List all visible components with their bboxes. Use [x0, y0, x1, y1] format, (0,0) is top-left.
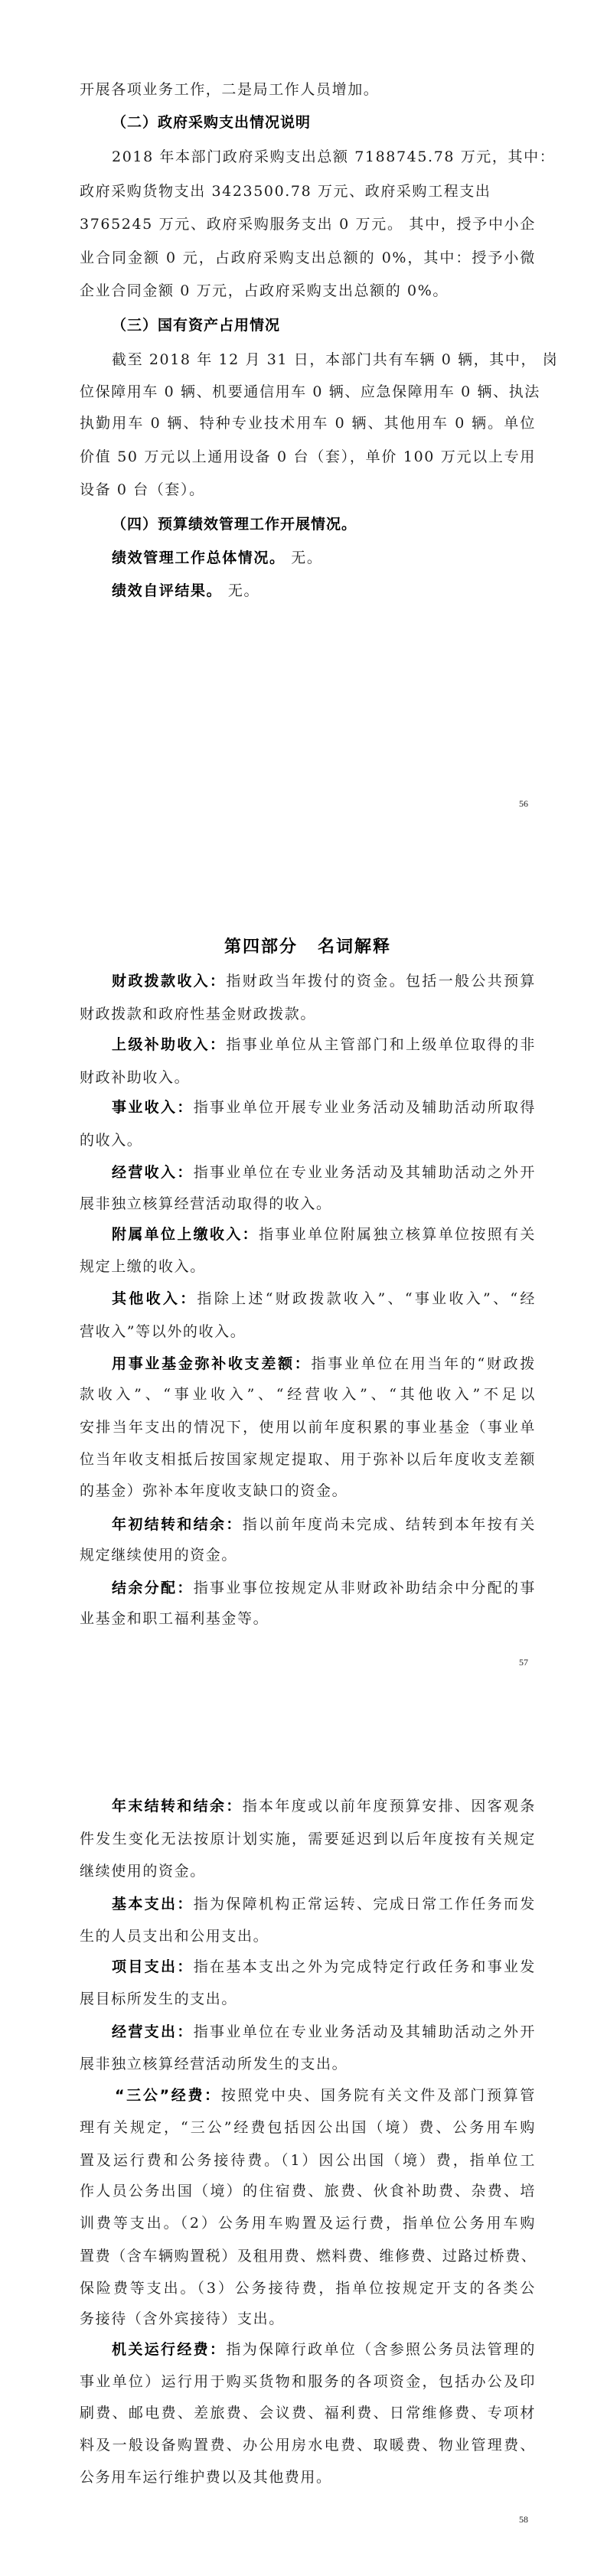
paragraph-line: 位当年收支相抵后按国家规定提取、用于弥补以后年度收支差额	[80, 1451, 536, 1468]
term-definition: 无。	[222, 582, 260, 599]
term-definition: 指财政当年拨付的资金。包括一般公共预算	[226, 973, 537, 990]
term-label: 用事业基金弥补收支差额：	[112, 1355, 312, 1372]
term-definition: 指为保障机构正常运转、完成日常工作任务而发	[193, 1896, 536, 1912]
term-label: 其他收入：	[112, 1290, 197, 1307]
definition-line	[112, 1955, 536, 1978]
paragraph-line: 生的人员支出和公用支出。	[80, 1928, 269, 1945]
paragraph-line: 安排当年支出的情况下，使用以前年度积累的事业基金（事业单	[80, 1419, 536, 1436]
title-part: 第四部分	[224, 937, 298, 957]
paragraph-line: 料及一般设备购置费、办公用房水电费、取暖费、物业管理费、	[80, 2437, 536, 2454]
definition-line	[112, 1795, 536, 1818]
term-definition: 按照党中央、国务院有关文件及部门预算管	[220, 2087, 536, 2104]
paragraph-line: 件发生变化无法按原计划实施，需要延迟到以后年度按有关规定	[80, 1831, 536, 1847]
term-label: 绩效管理工作总体情况。	[112, 549, 286, 566]
term-definition: 指在基本支出之外为完成特定行政任务和事业发	[193, 1958, 536, 1975]
definition-line	[112, 2338, 536, 2361]
paragraph-line: 规定继续使用的资金。	[80, 1547, 238, 1564]
term-label: 上级补助收入：	[112, 1036, 227, 1053]
page-title	[80, 935, 536, 960]
term-label: 基本支出：	[112, 1896, 194, 1912]
paragraph-line: 3765245 万元、政府采购服务支出 0 万元。 其中，授予中小企	[80, 216, 536, 233]
paragraph-line: 开展各项业务工作，二是局工作人员增加。	[80, 81, 380, 98]
paragraph-line: 保险费等支出。（3）公务接待费，指单位按规定开支的各类公	[80, 2280, 536, 2297]
term-definition: 指事业事位按规定从非财政补助结余中分配的事	[193, 1580, 536, 1596]
term-label: 事业收入：	[112, 1099, 194, 1116]
term-definition: 无。	[285, 549, 323, 566]
page-number: 56	[519, 798, 528, 809]
paragraph-line: 财政拨款和政府性基金财政拨款。	[80, 1006, 317, 1022]
term-definition: 指事业单位在专业业务活动及其辅助活动之外开	[193, 2023, 536, 2040]
title-heading: 名词解释	[318, 937, 392, 957]
paragraph-line: 理有关规定，“三公”经费包括因公出国（境）费、公务用车购	[80, 2119, 536, 2136]
definition-line	[112, 1033, 536, 1056]
section-heading-state-assets: （三）国有资产占用情况	[112, 317, 281, 334]
term-definition: 指以前年度尚未完成、结转到本年按有关	[242, 1516, 536, 1533]
term-label: 经营支出：	[112, 2023, 194, 2040]
paragraph-line: 继续使用的资金。	[80, 1863, 206, 1880]
paragraph-line: 款收入”、“事业收入”、“经营收入”、“其他收入”不足以	[80, 1386, 536, 1403]
paragraph-line: 事业单位）运行用于购买货物和服务的各项资金，包括办公及印	[80, 2373, 536, 2390]
paragraph-line: 截至 2018 年 12 月 31 日，本部门共有车辆 0 辆，其中， 岗	[112, 351, 559, 368]
paragraph-line: 务接待（含外宾接待）支出。	[80, 2310, 285, 2327]
definition-line	[112, 1577, 536, 1599]
page-number: 57	[519, 1657, 528, 1668]
term-label: 项目支出：	[112, 1958, 194, 1975]
term-definition: 指除上述“财政拨款收入”、“事业收入”、“经	[197, 1290, 536, 1307]
paragraph-line: 位保障用车 0 辆、机要通信用车 0 辆、应急保障用车 0 辆、执法	[80, 383, 540, 400]
definition-line	[112, 1223, 536, 1246]
term-label: 附属单位上缴收入：	[112, 1226, 259, 1243]
term-label: 经营收入：	[112, 1164, 194, 1181]
paragraph-line: 价值 50 万元以上通用设备 0 台（套），单价 100 万元以上专用	[80, 448, 536, 465]
paragraph-line: 展非独立核算经营活动取得的收入。	[80, 1195, 332, 1212]
term-definition: 指事业单位在专业业务活动及其辅助活动之外开	[193, 1164, 536, 1181]
section-heading-procurement: （二）政府采购支出情况说明	[112, 114, 312, 131]
definition-line	[112, 2020, 536, 2043]
term-definition: 指事业单位附属独立核算单位按照有关	[259, 1226, 537, 1243]
definition-line	[112, 1161, 536, 1184]
paragraph-line: 财政补助收入。	[80, 1069, 191, 1086]
definition-line	[112, 1352, 536, 1375]
definition-line	[112, 1287, 536, 1310]
term-definition: 指事业单位开展专业业务活动及辅助活动所取得	[193, 1099, 536, 1116]
paragraph-line: 2018 年本部门政府采购支出总额 7188745.78 万元，其中：	[112, 148, 556, 165]
paragraph-line: 置及运行费和公务接待费。（1）因公出国（境）费，指单位工	[80, 2152, 536, 2169]
paragraph-line: 的收入。	[80, 1132, 143, 1149]
paragraph-line: 训费等支出。（2）公务用车购置及运行费，指单位公务用车购	[80, 2215, 536, 2232]
definition-line	[112, 1513, 536, 1536]
term-definition: 指事业单位从主管部门和上级单位取得的非	[226, 1036, 537, 1053]
paragraph-line: 执勤用车 0 辆、特种专业技术用车 0 辆、其他用车 0 辆。单位	[80, 415, 536, 432]
paragraph-line: 展目标所发生的支出。	[80, 1991, 238, 2007]
performance-self-eval-line	[112, 579, 536, 602]
paragraph-line: 政府采购货物支出 3423500.78 万元、政府采购工程支出	[80, 183, 491, 200]
paragraph-line: 作人员公务出国（境）的住宿费、旅费、伙食补助费、杂费、培	[80, 2183, 536, 2199]
paragraph-line: 的基金）弥补本年度收支缺口的资金。	[80, 1482, 348, 1499]
paragraph-line: 业合同金额 0 元，占政府采购支出总额的 0%，其中：授予小微	[80, 249, 536, 266]
term-label: 财政拨款收入：	[112, 973, 227, 990]
page-number: 58	[519, 2514, 528, 2525]
paragraph-line: 刷费、邮电费、差旅费、会议费、福利费、日常维修费、专项材	[80, 2405, 536, 2421]
term-label: 年末结转和结余：	[112, 1798, 243, 1815]
term-definition: 指事业单位在用当年的“财政拨	[311, 1355, 536, 1372]
term-definition: 指为保障行政单位（含参照公务员法管理的	[226, 2341, 537, 2358]
term-label: 机关运行经费：	[112, 2341, 227, 2358]
definition-line	[115, 2084, 536, 2107]
term-definition: 指本年度或以前年度预算安排、因客观条	[242, 1798, 536, 1815]
paragraph-line: 置费（含车辆购置税）及租用费、燃料费、维修费、过路过桥费、	[80, 2248, 537, 2265]
term-label: 年初结转和结余：	[112, 1516, 243, 1533]
paragraph-line: 展非独立核算经营活动所发生的支出。	[80, 2056, 348, 2072]
definition-line	[112, 1893, 536, 1916]
paragraph-line: 营收入”等以外的收入。	[80, 1323, 246, 1340]
paragraph-line: 业基金和职工福利基金等。	[80, 1610, 269, 1627]
section-heading-performance: （四）预算绩效管理工作开展情况。	[112, 516, 357, 533]
paragraph-line: 企业合同金额 0 万元，占政府采购支出总额的 0%。	[80, 282, 449, 299]
paragraph-line: 规定上缴的收入。	[80, 1258, 206, 1275]
paragraph-line: 设备 0 台（套）。	[80, 481, 205, 498]
definition-line	[112, 1096, 536, 1119]
term-label: 结余分配：	[112, 1580, 194, 1596]
definition-line	[112, 970, 536, 993]
term-label: 绩效自评结果。	[112, 582, 223, 599]
paragraph-line: 公务用车运行维护费以及其他费用。	[80, 2469, 332, 2486]
performance-overall-line	[112, 546, 536, 569]
term-label: “三公”经费：	[115, 2087, 221, 2104]
